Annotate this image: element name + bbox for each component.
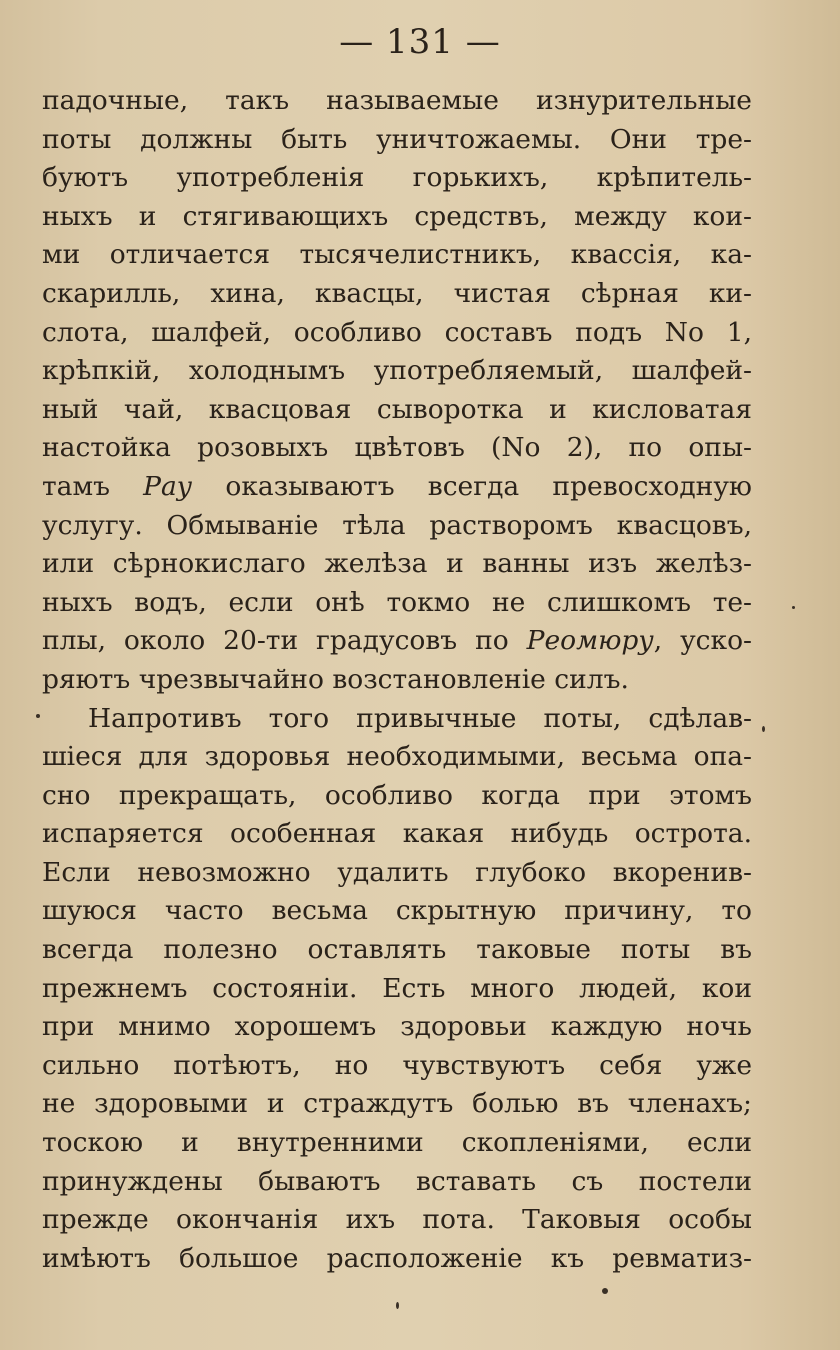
text-line: прежнемъ состояніи. Есть много людей, кои <box>42 972 752 1004</box>
text-line: шіеся для здоровья необходимыми, весьма опа- <box>42 741 752 773</box>
text-line: тоскою и внутренними скопленіями, если <box>42 1127 752 1159</box>
text-line: всегда полезно оставлять таковые поты въ <box>42 934 752 966</box>
text-line: шуюся часто весьма скрытную причину, то <box>42 895 752 927</box>
ink-speck <box>762 726 765 732</box>
text-segment: , уско- <box>653 625 752 657</box>
text-line: испаряется особенная какая нибудь острота. <box>42 818 752 850</box>
text-line: ми отличается тысячелистникъ, квассія, ка- <box>42 239 752 271</box>
paragraph-2 <box>42 700 752 1279</box>
text-segment: оказываютъ всегда превосходную <box>192 470 752 502</box>
text-line: буютъ употребленія горькихъ, крѣпитель- <box>42 162 752 194</box>
text-line: скарилль, хина, квасцы, чистая сѣрная ки- <box>42 277 752 309</box>
text-segment: плы, около 20-ти градусовъ по <box>42 625 527 657</box>
text-line: слота, шалфей, особливо составъ подъ No 1, <box>42 316 752 348</box>
text-line: сильно потѣютъ, но чувствуютъ себя уже <box>42 1049 752 1081</box>
ink-speck <box>396 1302 399 1309</box>
text-line: при мнимо хорошемъ здоровьи каждую ночь <box>42 1011 752 1043</box>
text-line: падочные, такъ называемые изнурительные <box>42 85 752 116</box>
text-line: Если невозможно удалить глубоко вкоренив- <box>42 856 752 888</box>
author-name-reaumur: Реомюру <box>526 625 654 657</box>
paragraph-1 <box>42 82 752 700</box>
text-line: ный чай, квасцовая сыворотка и кисловатая <box>42 393 752 425</box>
text-segment: тамъ <box>42 470 144 502</box>
text-line: ныхъ водъ, если онѣ токмо не слишкомъ те- <box>42 586 752 618</box>
ink-speck <box>792 606 795 609</box>
text-line: ныхъ и стягивающихъ средствъ, между кои- <box>42 200 752 232</box>
text-line: настойка розовыхъ цвѣтовъ (No 2), по опы- <box>42 432 752 464</box>
ink-speck <box>36 714 40 718</box>
author-name-rau: Рау <box>143 470 193 502</box>
text-line: крѣпкій, холоднымъ употребляемый, шалфей- <box>42 355 752 387</box>
text-line: услугу. Обмываніе тѣла растворомъ квасцовъ, <box>42 509 752 541</box>
text-line: принуждены бываютъ вставать съ постели <box>42 1165 752 1197</box>
text-line: ряютъ чрезвычайно возстановленіе силъ. <box>42 663 629 695</box>
text-line-rau <box>42 468 752 507</box>
page-number: — 131 — <box>339 22 501 62</box>
text-line: сно прекращать, особливо когда при этомъ <box>42 779 752 811</box>
text-line: не здоровыми и страждутъ болью въ членахъ; <box>42 1088 752 1120</box>
text-line: Напротивъ того привычные поты, сдѣлав- <box>88 702 752 734</box>
body-text <box>42 82 752 1278</box>
ink-speck <box>602 1288 608 1294</box>
text-line: имѣютъ большое расположеніе къ ревматиз- <box>42 1242 752 1274</box>
text-line-reaumur <box>42 622 752 661</box>
text-line: поты должны быть уничтожаемы. Они тре- <box>42 123 752 155</box>
text-line: или сѣрнокислаго желѣза и ванны изъ желѣз- <box>42 548 752 580</box>
text-line: прежде окончанія ихъ пота. Таковыя особы <box>42 1204 752 1236</box>
